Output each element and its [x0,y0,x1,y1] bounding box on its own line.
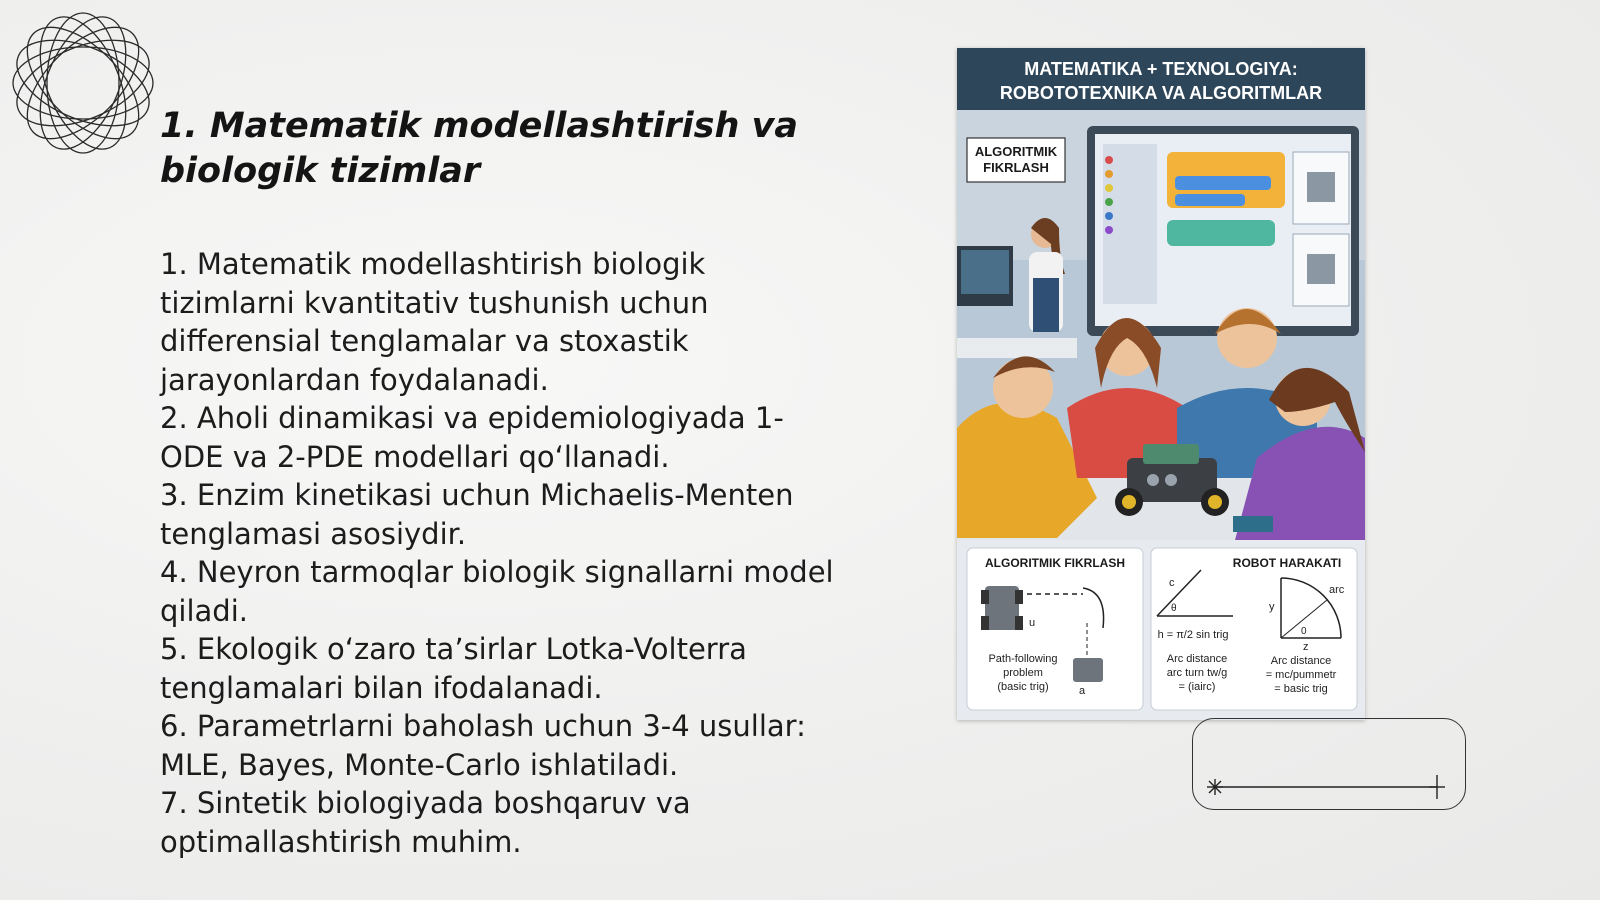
list-item: 2. Aholi dinamikasi va epidemiologiyada 1-ODE va 2-PDE modellari qo‘llanadi. [160,401,784,474]
ornament-ellipse [10,10,158,158]
panel-right-formula: h = π/2 sin trig [1157,629,1229,641]
star-cross-icon [1429,775,1445,799]
panel-right-caption-line: = (iairc) [1178,681,1216,693]
panel-right-caption-line: arc turn tw/g [1166,667,1228,679]
label-theta: θ [1171,603,1177,614]
list-item: 3. Enzim kinetikasi uchun Michaelis-Menten tenglamasi asosiydir. [160,478,794,551]
algorithm-badge-line2: FIKRLASH [983,160,1049,175]
panel-left-title: ALGORITMIK FIKRLASH [985,556,1125,570]
label-a: a [1079,685,1086,697]
label-c: c [1169,577,1175,589]
label-y: y [1269,601,1275,613]
poster-header-line1: MATEMATIKA + TEXNOLOGIYA: [1024,59,1298,79]
ornament-ellipse [10,10,158,158]
panel-left-caption-line: problem [1003,667,1043,679]
list-item: 6. Parametrlarni baholash uchun 3-4 usullar: MLE, Bayes, Monte-Carlo ishlatiladi. [160,709,806,782]
label-u: u [1029,617,1036,629]
label-zero: 0 [1301,626,1307,637]
label-arc: arc [1329,584,1345,596]
slide-body-list [160,245,840,861]
label-z: z [1303,641,1309,653]
list-item: 5. Ekologik o‘zaro ta’sirlar Lotka-Volterra tenglamalari bilan ifodalanadi. [160,632,747,705]
list-item: 4. Neyron tarmoqlar biologik signallarni model qiladi. [160,555,834,628]
list-item: 1. Matematik modellashtirish biologik tizimlarni kvantitativ tushunish uchun differensial tenglamalar va stoxastik jarayonlardan foydalanadi. [160,247,709,397]
poster-header-line2: ROBOTOTEXNIKA VA ALGORITMLAR [999,83,1323,103]
panel-right-title: ROBOT HARAKATI [1232,556,1342,570]
ornament-ellipse [13,47,153,119]
panel-right-caption-line: = basic trig [1274,683,1328,695]
ornament-ellipse [47,13,119,153]
slide-title: 1. Matematik modellashtirish va biologik tizimlar [160,106,799,191]
sparkle-icon [1207,779,1223,795]
list-item: 7. Sintetik biologiyada boshqaruv va optimallashtirish muhim. [160,786,691,859]
panel-right-caption-line: = mc/pummetr [1265,669,1337,681]
panel-right-caption-line: Arc distance [1270,655,1332,667]
decorative-frame [1192,718,1466,810]
panel-right-caption-line: Arc distance [1166,653,1228,665]
robotics-poster-image [957,48,1365,720]
algorithm-badge-line1: ALGORITMIK [974,144,1058,159]
panel-left-caption-line: (basic trig) [997,681,1049,693]
panel-left-caption-line: Path-following [988,653,1058,665]
spirograph-ornament-icon [10,10,160,160]
